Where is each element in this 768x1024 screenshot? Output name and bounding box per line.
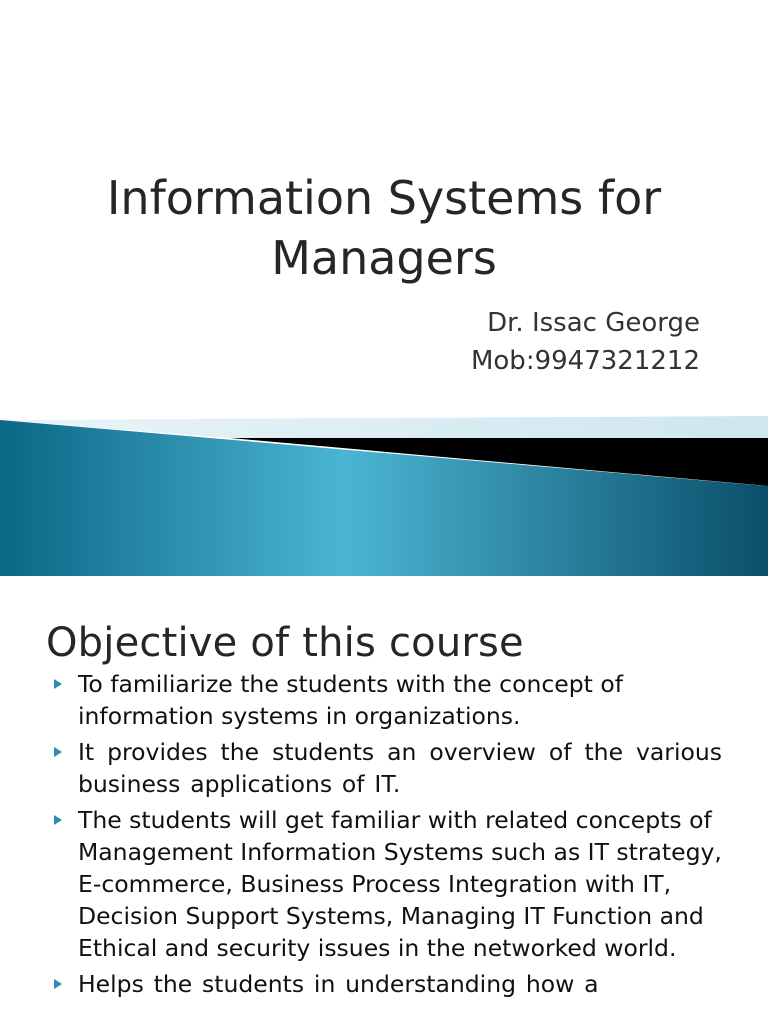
presenter-name: Dr. Issac George <box>487 308 700 338</box>
bullet-item <box>54 668 722 732</box>
decorative-band <box>0 410 768 576</box>
slide-title: Information Systems for Managers <box>106 171 662 285</box>
bullet-item <box>54 804 722 964</box>
bullet-list <box>54 668 722 1004</box>
triangle-bullet-icon <box>54 815 62 825</box>
presenter-info <box>471 304 700 380</box>
triangle-bullet-icon <box>54 747 62 757</box>
bullet-item <box>54 736 722 800</box>
slide-heading: Objective of this course <box>46 620 524 666</box>
bullet-text: Helps the students in understanding how a <box>78 970 599 998</box>
bullet-text: To familiarize the students with the concept of information systems in organizations. <box>78 670 623 730</box>
bullet-text: The students will get familiar with related concepts of Management Information Systems such as IT strategy, E-commerce, Business Process Integration with IT, Decision Support Systems, Managing IT Function and Ethical and security issues in the networked world. <box>78 806 722 962</box>
presenter-mobile: Mob:9947321212 <box>470 346 700 376</box>
triangle-bullet-icon <box>54 679 62 689</box>
objective-slide <box>0 576 768 1024</box>
bullet-text: It provides the students an overview of the various business applications of IT. <box>78 738 722 798</box>
bullet-item <box>54 968 722 1000</box>
triangle-bullet-icon <box>54 979 62 989</box>
